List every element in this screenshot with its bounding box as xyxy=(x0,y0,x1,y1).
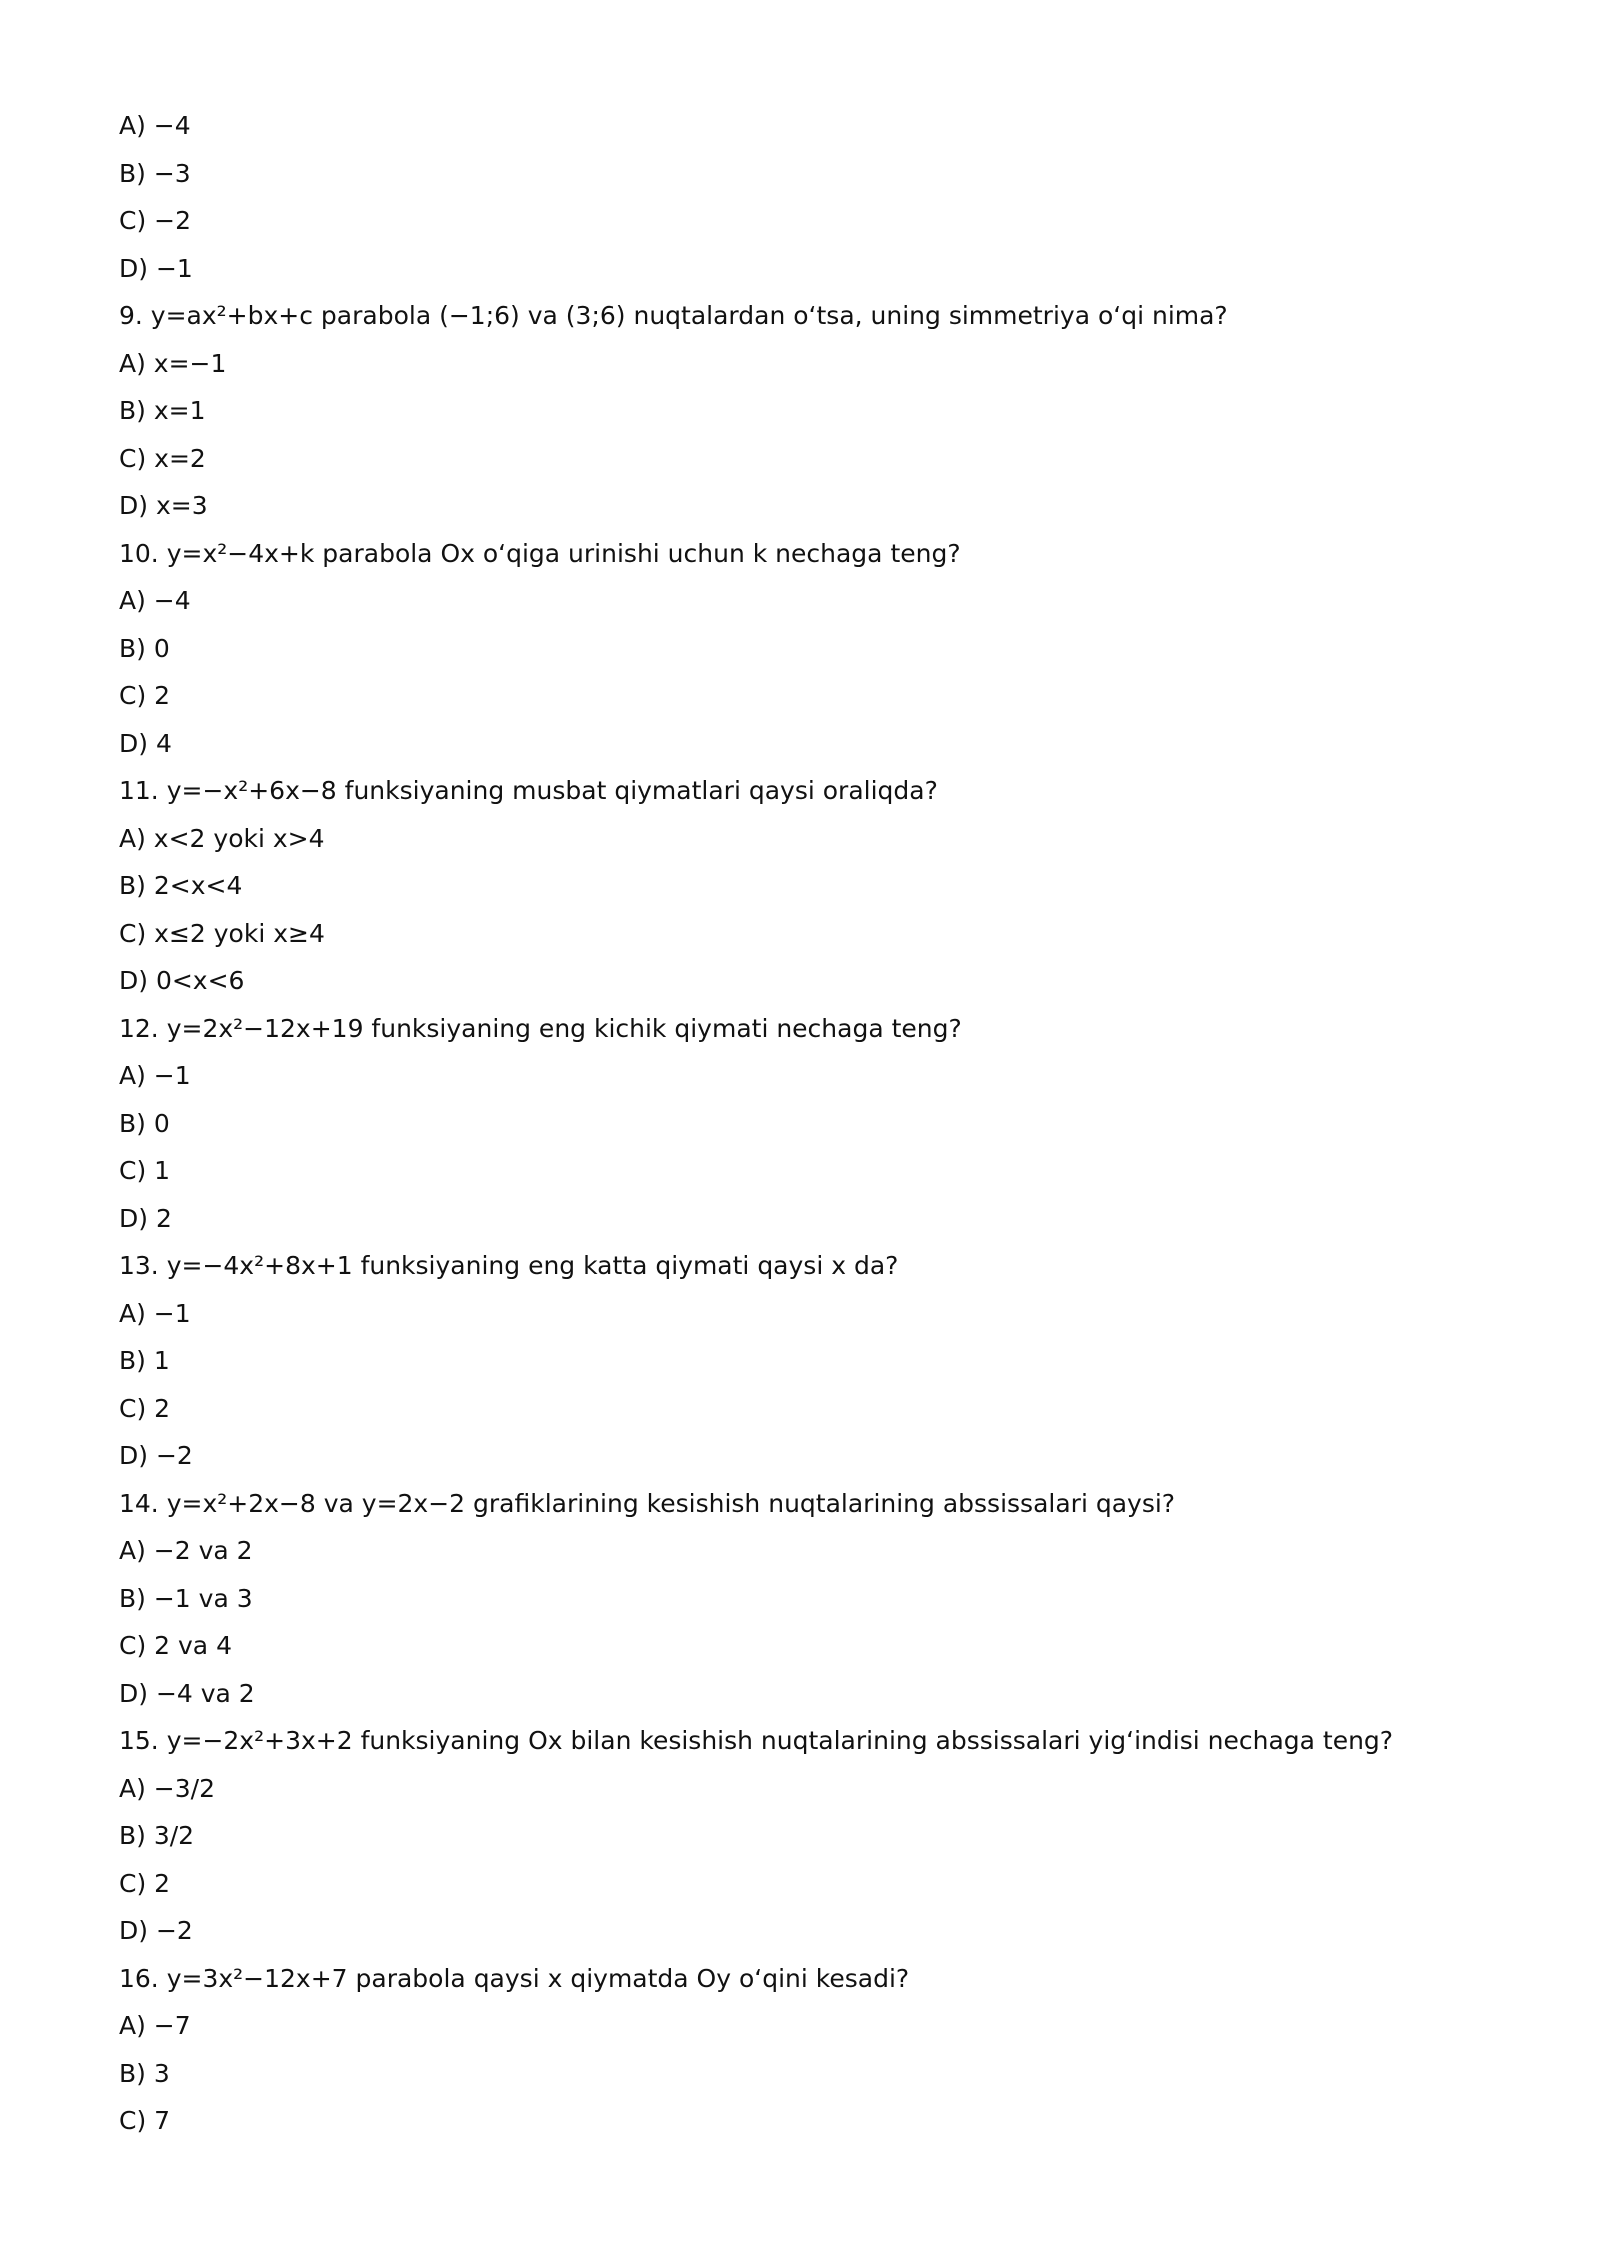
option-d: D) −4 va 2 xyxy=(119,1678,255,1708)
option-c: C) −2 xyxy=(119,206,192,235)
question-13: 13. y=−4x²+8x+1 funksiyaning eng katta qiymati qaysi x da? xyxy=(119,1251,899,1280)
option-c: C) x≤2 yoki x≥4 xyxy=(119,918,325,948)
question-10: 10. y=x²−4x+k parabola Ox oʻqiga urinishi uchun k nechaga teng? xyxy=(119,538,961,568)
option-c: C) 2 va 4 xyxy=(119,1631,232,1660)
option-b: B) x=1 xyxy=(119,396,206,425)
option-a: A) x=−1 xyxy=(119,348,227,378)
option-a: A) x<2 yoki x>4 xyxy=(119,823,325,853)
question-11: 11. y=−x²+6x−8 funksiyaning musbat qiymatlari qaysi oraliqda? xyxy=(119,776,938,805)
option-a: A) −4 xyxy=(119,111,191,140)
option-d: D) x=3 xyxy=(119,491,208,520)
option-c: C) 2 xyxy=(119,1393,171,1423)
option-b: B) 0 xyxy=(119,633,170,663)
option-d: D) 2 xyxy=(119,1203,172,1233)
option-d: D) 0<x<6 xyxy=(119,966,245,995)
option-b: B) 3 xyxy=(119,2058,170,2088)
option-a: A) −3/2 xyxy=(119,1773,215,1803)
option-c: C) x=2 xyxy=(119,443,206,473)
option-b: B) 3/2 xyxy=(119,1821,195,1850)
question-16: 16. y=3x²−12x+7 parabola qaysi x qiymatda Oy oʻqini kesadi? xyxy=(119,1963,910,1993)
option-c: C) 1 xyxy=(119,1156,171,1185)
question-12: 12. y=2x²−12x+19 funksiyaning eng kichik qiymati nechaga teng? xyxy=(119,1013,962,1043)
question-15: 15. y=−2x²+3x+2 funksiyaning Ox bilan kesishish nuqtalarining abssissalari yigʻindisi nechaga teng? xyxy=(119,1726,1394,1755)
option-c: C) 2 xyxy=(119,1868,171,1898)
question-14: 14. y=x²+2x−8 va y=2x−2 grafiklarining kesishish nuqtalarining abssissalari qaysi? xyxy=(119,1488,1176,1518)
option-d: D) 4 xyxy=(119,728,172,758)
option-c: C) 7 xyxy=(119,2106,171,2135)
option-d: D) −1 xyxy=(119,253,193,283)
option-a: A) −7 xyxy=(119,2011,191,2040)
option-a: A) −1 xyxy=(119,1298,191,1328)
question-list xyxy=(119,102,1519,2145)
option-d: D) −2 xyxy=(119,1916,193,1945)
option-b: B) 2<x<4 xyxy=(119,871,243,900)
question-9: 9. y=ax²+bx+c parabola (−1;6) va (3;6) nuqtalardan oʻtsa, uning simmetriya oʻqi nima? xyxy=(119,301,1228,330)
option-b: B) 1 xyxy=(119,1346,170,1375)
option-b: B) −1 va 3 xyxy=(119,1583,253,1613)
option-a: A) −2 va 2 xyxy=(119,1536,253,1565)
option-b: B) −3 xyxy=(119,158,191,188)
option-a: A) −4 xyxy=(119,586,191,615)
option-b: B) 0 xyxy=(119,1108,170,1138)
option-a: A) −1 xyxy=(119,1061,191,1090)
option-c: C) 2 xyxy=(119,681,171,710)
option-d: D) −2 xyxy=(119,1441,193,1470)
